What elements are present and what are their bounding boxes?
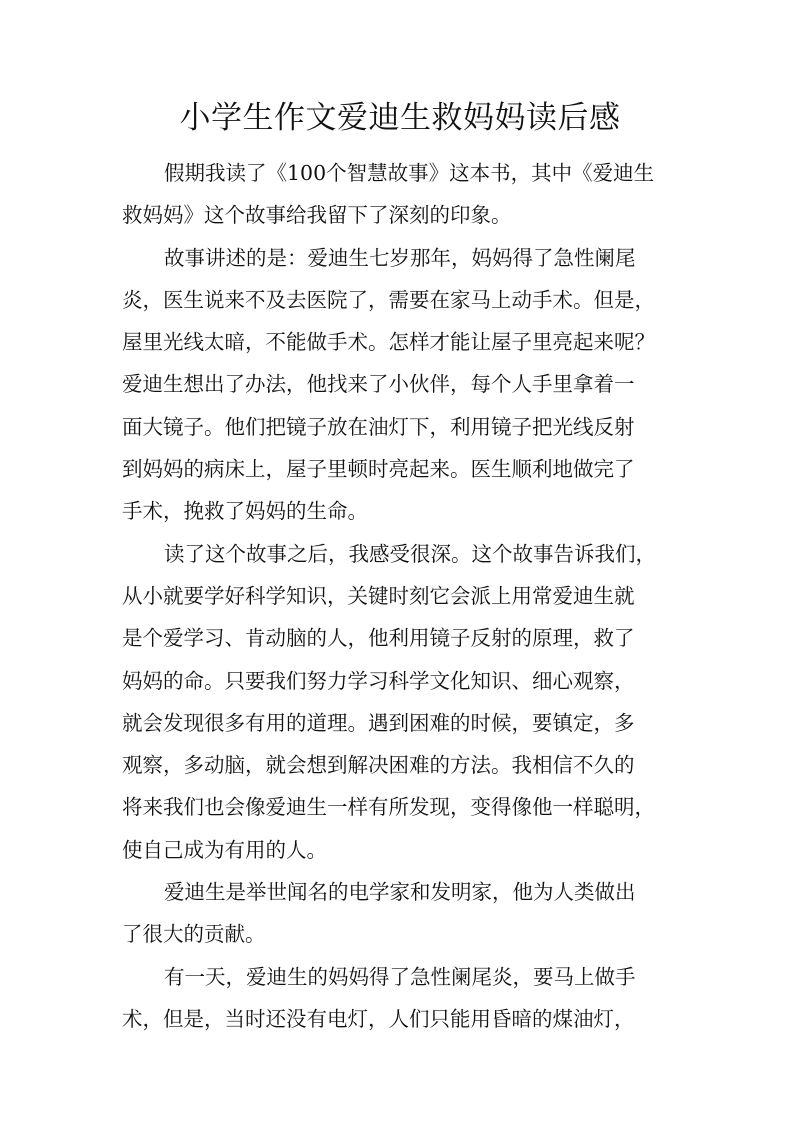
paragraph-4-line-1: 爱迪生是举世闻名的电学家和发明家，他为人类做出 [164,880,636,905]
paragraph-1-line-2: 救妈妈》这个故事给我留下了深刻的印象。 [122,203,512,228]
paragraph-3-line-3: 是个爱学习、肯动脑的人，他利用镜子反射的原理，救了 [122,626,635,651]
paragraph-3-line-5: 就会发现很多有用的道理。遇到困难的时候，要镇定，多 [122,710,635,735]
paragraph-2-line-7: 手术，挽救了妈妈的生命。 [122,499,368,524]
paragraph-3-line-7: 将来我们也会像爱迪生一样有所发现，变得像他一样聪明， [122,795,655,820]
paragraph-2-line-6: 到妈妈的病床上，屋子里顿时亮起来。医生顺利地做完了 [122,457,635,482]
paragraph-4-line-2: 了很大的贡献。 [122,922,266,947]
document-title: 小学生作文爱迪生救妈妈读后感 [179,100,621,136]
paragraph-2-line-5: 面大镜子。他们把镜子放在油灯下，利用镜子把光线反射 [122,414,635,439]
paragraph-3-line-6: 观察，多动脑，就会想到解决困难的方法。我相信不久的 [122,753,635,778]
paragraph-2-line-2: 炎，医生说来不及去医院了，需要在家马上动手术。但是， [122,287,655,312]
paragraph-2-line-1: 故事讲述的是：爱迪生七岁那年，妈妈得了急性阑尾 [164,245,636,270]
paragraph-3-line-8: 使自己成为有用的人。 [122,837,327,862]
paragraph-1-line-1: 假期我读了《100个智慧故事》这本书，其中《爱迪生 [164,161,655,185]
paragraph-2-line-3: 屋里光线太暗，不能做手术。怎样才能让屋子里亮起来呢？ [122,330,655,355]
paragraph-3-line-1: 读了这个故事之后，我感受很深。这个故事告诉我们， [164,541,656,566]
paragraph-2-line-4: 爱迪生想出了办法，他找来了小伙伴，每个人手里拿着一 [122,372,635,397]
paragraph-5-line-1: 有一天，爱迪生的妈妈得了急性阑尾炎，要马上做手 [164,964,636,989]
paragraph-3-line-4: 妈妈的命。只要我们努力学习科学文化知识、细心观察， [122,668,635,693]
paragraph-3-line-2: 从小就要学好科学知识，关键时刻它会派上用常爱迪生就 [122,583,635,608]
paragraph-5-line-2: 术，但是，当时还没有电灯，人们只能用昏暗的煤油灯， [122,1006,635,1031]
document-body [122,152,678,1040]
